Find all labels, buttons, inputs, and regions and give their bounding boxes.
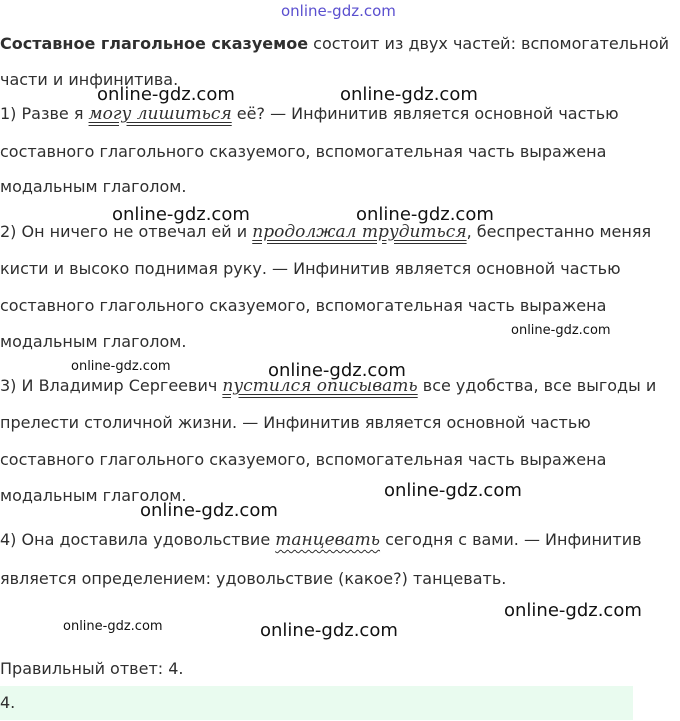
item-4-text: 4) Она доставила удовольствие — [0, 530, 276, 549]
item-3-text: 3) И Владимир Сергеевич — [0, 376, 223, 395]
watermark: online-gdz.com — [504, 600, 642, 621]
item-1-text: её? — Инфинитив является основной частью — [231, 104, 619, 123]
watermark: online-gdz.com — [71, 359, 171, 374]
answer-text: Правильный ответ: 4. — [0, 659, 184, 678]
predicate-underlined: могу лишиться — [88, 104, 232, 124]
intro-line-2: части и инфинитива. — [0, 70, 179, 89]
watermark: online-gdz.com — [260, 620, 398, 641]
item-4-text: сегодня с вами. — Инфинитив — [380, 530, 642, 549]
item-1-text: 1) Разве я — [0, 104, 89, 123]
watermark: online-gdz.com — [140, 500, 278, 521]
watermark: online-gdz.com — [511, 323, 611, 338]
intro-line — [0, 34, 669, 54]
item-4-line-2: является определением: удовольствие (какое?) танцевать. — [0, 569, 507, 588]
item-3-line-4: модальным глаголом. — [0, 486, 187, 505]
predicate-underlined: пустился описывать — [222, 376, 418, 396]
item-2-line-1 — [0, 222, 651, 242]
watermark: online-gdz.com — [384, 480, 522, 501]
item-2-text: , беспрестанно меняя — [466, 222, 652, 241]
watermark: online-gdz.com — [63, 619, 163, 634]
watermark: online-gdz.com — [112, 204, 250, 225]
intro-text: состоит из двух частей: вспомогательной — [308, 34, 670, 53]
attribute-underlined: танцевать — [275, 530, 381, 550]
item-3-line-2: прелести столичной жизни. — Инфинитив является основной частью — [0, 413, 591, 432]
item-3-line-1 — [0, 376, 656, 396]
watermark: online-gdz.com — [268, 360, 406, 381]
item-1-line-1 — [0, 104, 619, 124]
item-2-line-4: модальным глаголом. — [0, 332, 187, 351]
predicate-underlined: продолжал трудиться — [252, 222, 467, 242]
answer-value: 4. — [0, 693, 16, 712]
item-1-line-3: модальным глаголом. — [0, 177, 187, 196]
item-2-line-3: составного глагольного сказуемого, вспомогательная часть выражена — [0, 296, 607, 315]
watermark: online-gdz.com — [97, 84, 235, 105]
item-3-text: все удобства, все выгоды и — [417, 376, 657, 395]
watermark: online-gdz.com — [340, 84, 478, 105]
item-2-line-2: кисти и высоко поднимая руку. — Инфинитив является основной частью — [0, 259, 621, 278]
term-bold: Составное глагольное сказуемое — [0, 34, 309, 53]
item-1-line-2: составного глагольного сказуемого, вспомогательная часть выражена — [0, 142, 607, 161]
watermark: online-gdz.com — [356, 204, 494, 225]
item-4-line-1 — [0, 530, 642, 550]
item-3-line-3: составного глагольного сказуемого, вспомогательная часть выражена — [0, 450, 607, 469]
item-2-text: 2) Он ничего не отвечал ей и — [0, 222, 253, 241]
watermark: online-gdz.com — [281, 2, 396, 20]
answer-box — [0, 686, 633, 720]
